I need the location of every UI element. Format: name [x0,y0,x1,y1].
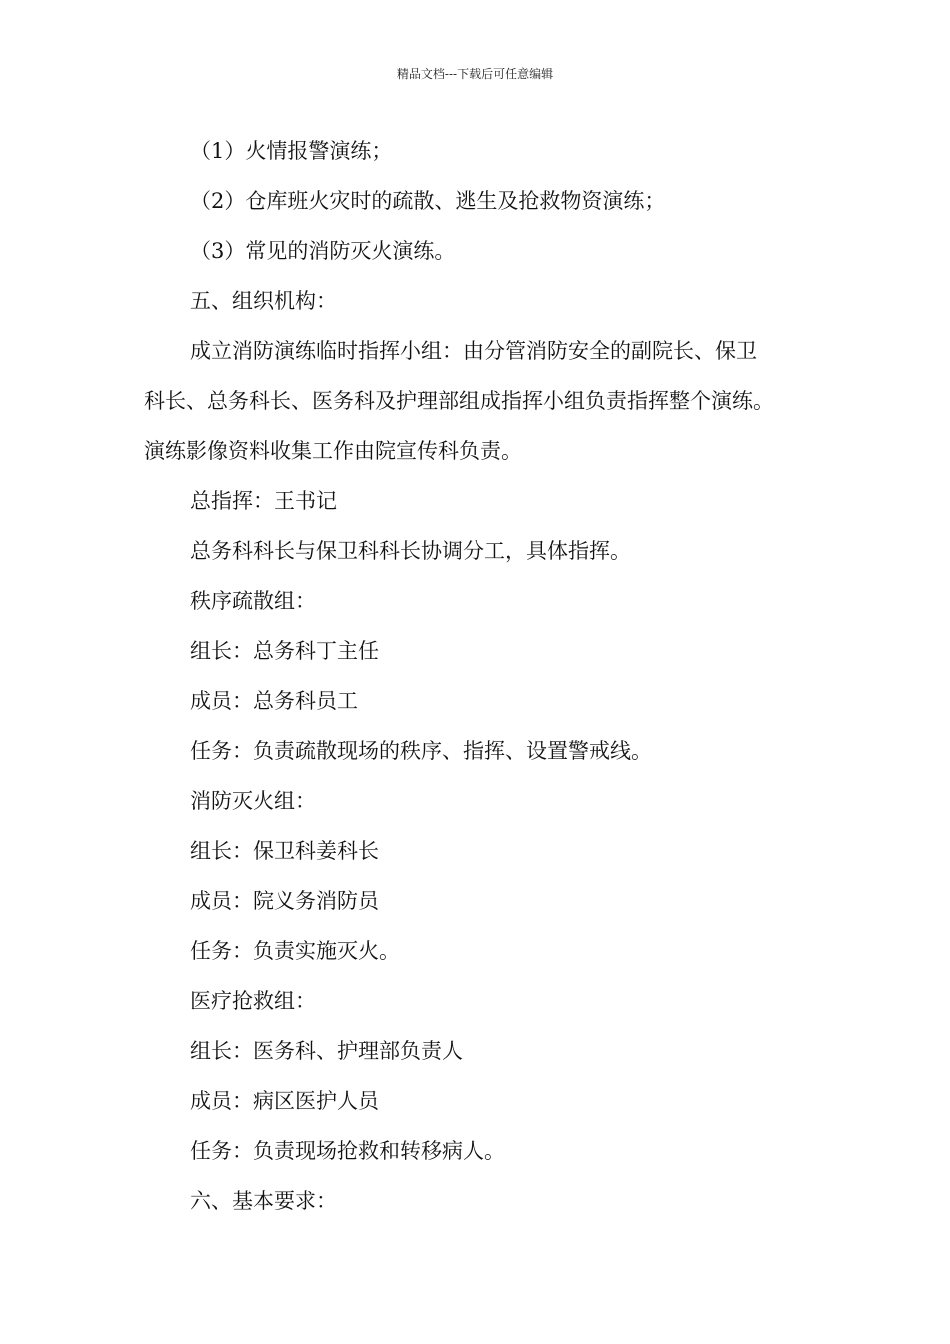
paragraph-line: 任务：负责实施灭火。 [190,939,400,963]
paragraph-line: 成立消防演练临时指挥小组：由分管消防安全的副院长、保卫 [190,339,757,363]
paragraph-line: 任务：负责疏散现场的秩序、指挥、设置警戒线。 [190,739,652,763]
paragraph-line: 总务科科长与保卫科科长协调分工，具体指挥。 [190,539,631,563]
paragraph-line: 组长：保卫科姜科长 [190,839,379,863]
paragraph-line: 演练影像资料收集工作由院宣传科负责。 [144,439,522,463]
paragraph-line: 任务：负责现场抢救和转移病人。 [190,1139,505,1163]
group-heading: 消防灭火组： [190,789,316,813]
paragraph-line: （3）常见的消防灭火演练。 [190,239,456,263]
group-heading: 秩序疏散组： [190,589,316,613]
section-heading: 五、组织机构： [190,289,337,313]
paragraph-line: （2）仓库班火灾时的疏散、逃生及抢救物资演练； [190,189,666,213]
group-heading: 医疗抢救组： [190,989,316,1013]
page-header: 精品文档---下载后可任意编辑 [396,67,554,81]
paragraph-line: 总指挥：王书记 [190,489,337,513]
paragraph-line: 组长：总务科丁主任 [190,639,379,663]
section-heading: 六、基本要求： [190,1189,337,1213]
paragraph-line: （1）火情报警演练； [190,139,393,163]
paragraph-line: 组长：医务科、护理部负责人 [190,1039,463,1063]
paragraph-line: 科长、总务科长、医务科及护理部组成指挥小组负责指挥整个演练。 [144,389,774,413]
paragraph-line: 成员：病区医护人员 [190,1089,379,1113]
paragraph-line: 成员：总务科员工 [190,689,358,713]
paragraph-line: 成员：院义务消防员 [190,889,379,913]
